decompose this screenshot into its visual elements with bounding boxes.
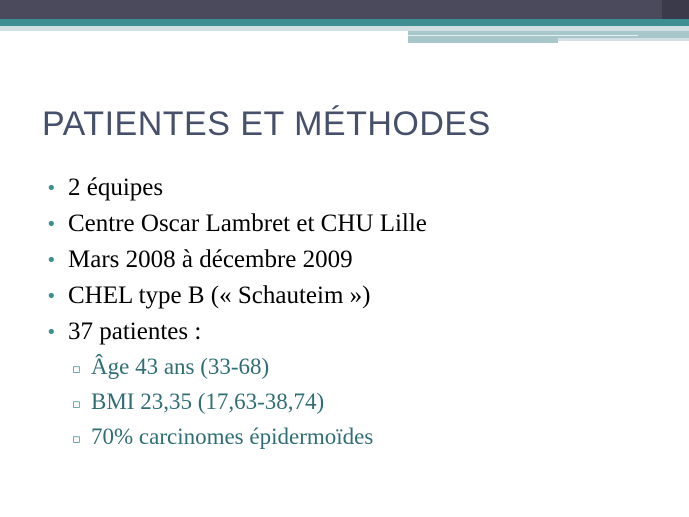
bullet-icon: • xyxy=(46,322,57,343)
sub-bullet-icon: ▫ xyxy=(72,362,81,377)
bullet-icon: • xyxy=(46,178,57,199)
sub-bullet-icon: ▫ xyxy=(72,397,81,412)
sub-list-item-text: Âge 43 ans (33-68) xyxy=(91,354,270,379)
slide-title: PATIENTES ET MÉTHODES xyxy=(42,105,491,143)
sub-bullet-icon: ▫ xyxy=(72,432,81,447)
list-item-text: CHEL type B (« Schauteim ») xyxy=(68,282,371,309)
header-band-highlight xyxy=(408,35,638,36)
list-item-text: 2 équipes xyxy=(68,174,164,201)
list-item-text: Mars 2008 à décembre 2009 xyxy=(68,246,353,273)
bullet-icon: • xyxy=(46,250,57,271)
sub-list-item-text: BMI 23,35 (17,63-38,74) xyxy=(91,389,325,414)
header-band-accent-tail xyxy=(558,38,689,41)
header-band-teal xyxy=(0,19,689,26)
list-item-text: 37 patientes : xyxy=(68,318,202,345)
bullet-icon: • xyxy=(46,286,57,307)
list-item-text: Centre Oscar Lambret et CHU Lille xyxy=(68,210,427,237)
bullet-icon: • xyxy=(46,214,57,235)
header-band-accent-lower xyxy=(408,38,558,43)
sub-list-item-text: 70% carcinomes épidermoïdes xyxy=(91,424,374,449)
header-band-dark xyxy=(0,0,689,19)
